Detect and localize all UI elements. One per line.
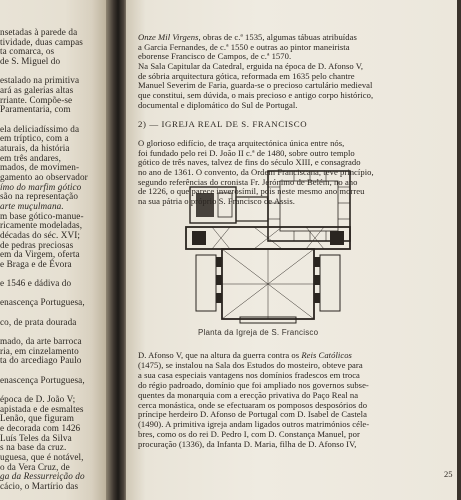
left-page-line: são na representação [0, 191, 79, 202]
section-heading: 2) — IGREJA REAL DE S. FRANCISCO [138, 118, 308, 129]
right-page-lower-line: (1490). A primitiva igreja andam ligados outros matrimónios céle- [138, 419, 370, 430]
right-page-line: Manuel Severim de Faria, guarda-se o precioso cartulário medieval [138, 80, 373, 91]
left-page-line: ela deliciadíssimo da [0, 123, 80, 134]
left-page-line: ará as galerias altas [0, 84, 74, 95]
book-gutter [106, 0, 128, 500]
left-page-line: arte muçulmana. [0, 200, 64, 211]
right-page-line: que constitui, sem dúvida, o mais precioso e antigo corpo histórico, [138, 89, 374, 100]
left-page-line: estalado na primitiva [0, 75, 80, 86]
left-page-line: ga da Ressurreição do [0, 471, 85, 482]
right-page-line: Na Sala Capitular da Catedral, erguida na época de D. Afonso V, [138, 60, 364, 71]
left-page-line: e decorada com 1426 [0, 423, 81, 434]
right-page [126, 0, 457, 500]
left-page-line: Lenão, que figuram [0, 413, 74, 424]
left-page-line: mados, de movimen- [0, 162, 80, 173]
left-page-line: mado, da arte barroca [0, 336, 82, 347]
left-page-line: enascença Portuguesa, [0, 374, 85, 385]
left-page-line: em três andares, [0, 152, 62, 163]
left-page-line: e Braga e de Évora [0, 258, 72, 269]
left-page-line: em tríptico, com a [0, 133, 69, 144]
right-page-line: Onze Mil Virgens, obras de c.ª 1535, algumas tábuas atribuídas [138, 32, 357, 42]
right-edge-shadow [457, 0, 461, 500]
right-page-line: eborense Francisco de Campos, de c.ª 1570. [138, 51, 292, 62]
left-page-line: e 1546 e dádiva do [0, 278, 72, 289]
right-page-lower-line: cerca monástica, onde se efectuaram os pomposos desposórios do [138, 399, 368, 410]
right-page-lower-line: príncipe herdeiro D. Afonso de Portugal com D. Isabel de Castela [138, 409, 367, 420]
left-page-line: co, de prata dourada [0, 316, 77, 327]
left-page-line: nsetadas à parede da [0, 27, 78, 37]
left-page-line: s na base da cruz. [0, 442, 67, 453]
left-page-line: ta do arcediago Paulo [0, 355, 82, 366]
right-page-line: no ano de 1361. O convento, da Ordem Franciscana, teve princípio, [138, 167, 374, 178]
left-page-line: Luís Teles da Silva [0, 432, 72, 443]
left-page-line: o da Vera Cruz, de [0, 461, 70, 472]
left-page-line: de S. Miguel do [0, 55, 61, 66]
figure-caption: Planta da Igreja de S. Francisco [198, 328, 319, 337]
right-page-lower-line: D. Afonso V, que na altura da guerra contra os Reis Católicos [138, 350, 352, 360]
left-page-line: ímo do marfim gótico [0, 181, 82, 192]
left-page-line: m base gótico-manue- [0, 210, 84, 221]
left-page-line: apistada e de esmaltes [0, 403, 84, 414]
right-page-line: de sóbria arquitectura gótica, reformada em 1635 pelo chantre [138, 70, 355, 81]
left-page-line: gamento ao observador [0, 171, 88, 182]
left-page-line: época de D. João V; [0, 394, 76, 405]
right-page-lower-line: quentes da monarquia com a erecção privativa do Paço Real na [138, 389, 359, 400]
left-page-line: décadas do séc. XVI; [0, 229, 81, 240]
left-page-line: ricamente modeladas, [0, 220, 83, 231]
left-page-line: aturais, da história [0, 142, 70, 153]
right-page-lower-line: procuração (1336), da Infanta D. Maria, filha de D. Afonso IV, [138, 439, 357, 450]
left-page-line: de pedras preciosas [0, 239, 74, 250]
left-page-line: cácio, o Martírio das [0, 481, 79, 492]
right-page-line: documental e diplomático do Sul de Portugal. [138, 99, 298, 110]
right-page-lower-line: bres, como os do rei D. Pedro I, com D. Constança Manuel, por [138, 429, 360, 440]
right-page-line: na sua pátria o próprio S. Francisco de Assis. [138, 196, 295, 207]
right-page-lower-line: do régio padroado, domínio que foi ampliado nos governos subse- [138, 379, 369, 390]
right-page-line: O glorioso edifício, de traça arquitectónica única entre nós, [138, 138, 345, 149]
left-page-line: uguesa, que é notável, [0, 452, 84, 463]
left-page-line: tividade, duas campas [0, 36, 83, 47]
left-page-line: em da Virgem, oferta [0, 249, 80, 260]
right-page-line: segundo referências do cronista Fr. Jerónimo de Belém, no ano [138, 176, 358, 187]
right-page-lower-line: a sua casa especiais vantagens nos domínios fradescos em troca [138, 369, 360, 380]
right-page-line: foi fundado pelo rei D. João II c.ª de 1480, sobre outro templo [138, 147, 355, 158]
page-number: 25 [444, 469, 453, 479]
right-page-lower-line: (1475), se instalou na Sala dos Estudos do mosteiro, obteve para [138, 359, 363, 370]
right-page-line: a Garcia Fernandes, de c.ª 1550 e outras ao pintor maneirista [138, 41, 350, 52]
left-page-line: rriante. Compõe-se [0, 94, 73, 105]
left-page-line: enascença Portuguesa, [0, 297, 85, 308]
right-page-line: gótico de três naves, talvez de fins do século XIII, e consagrado [138, 157, 361, 168]
left-page-line: ta comarca, os [0, 46, 55, 57]
right-page-line: de 1226, o que parece inverosímil, pois neste mesmo ano morreu [138, 186, 365, 197]
left-page-line: ria, em cinzelamento [0, 345, 79, 356]
left-page [0, 0, 108, 500]
left-page-line: Paramentaria, com [0, 104, 71, 115]
